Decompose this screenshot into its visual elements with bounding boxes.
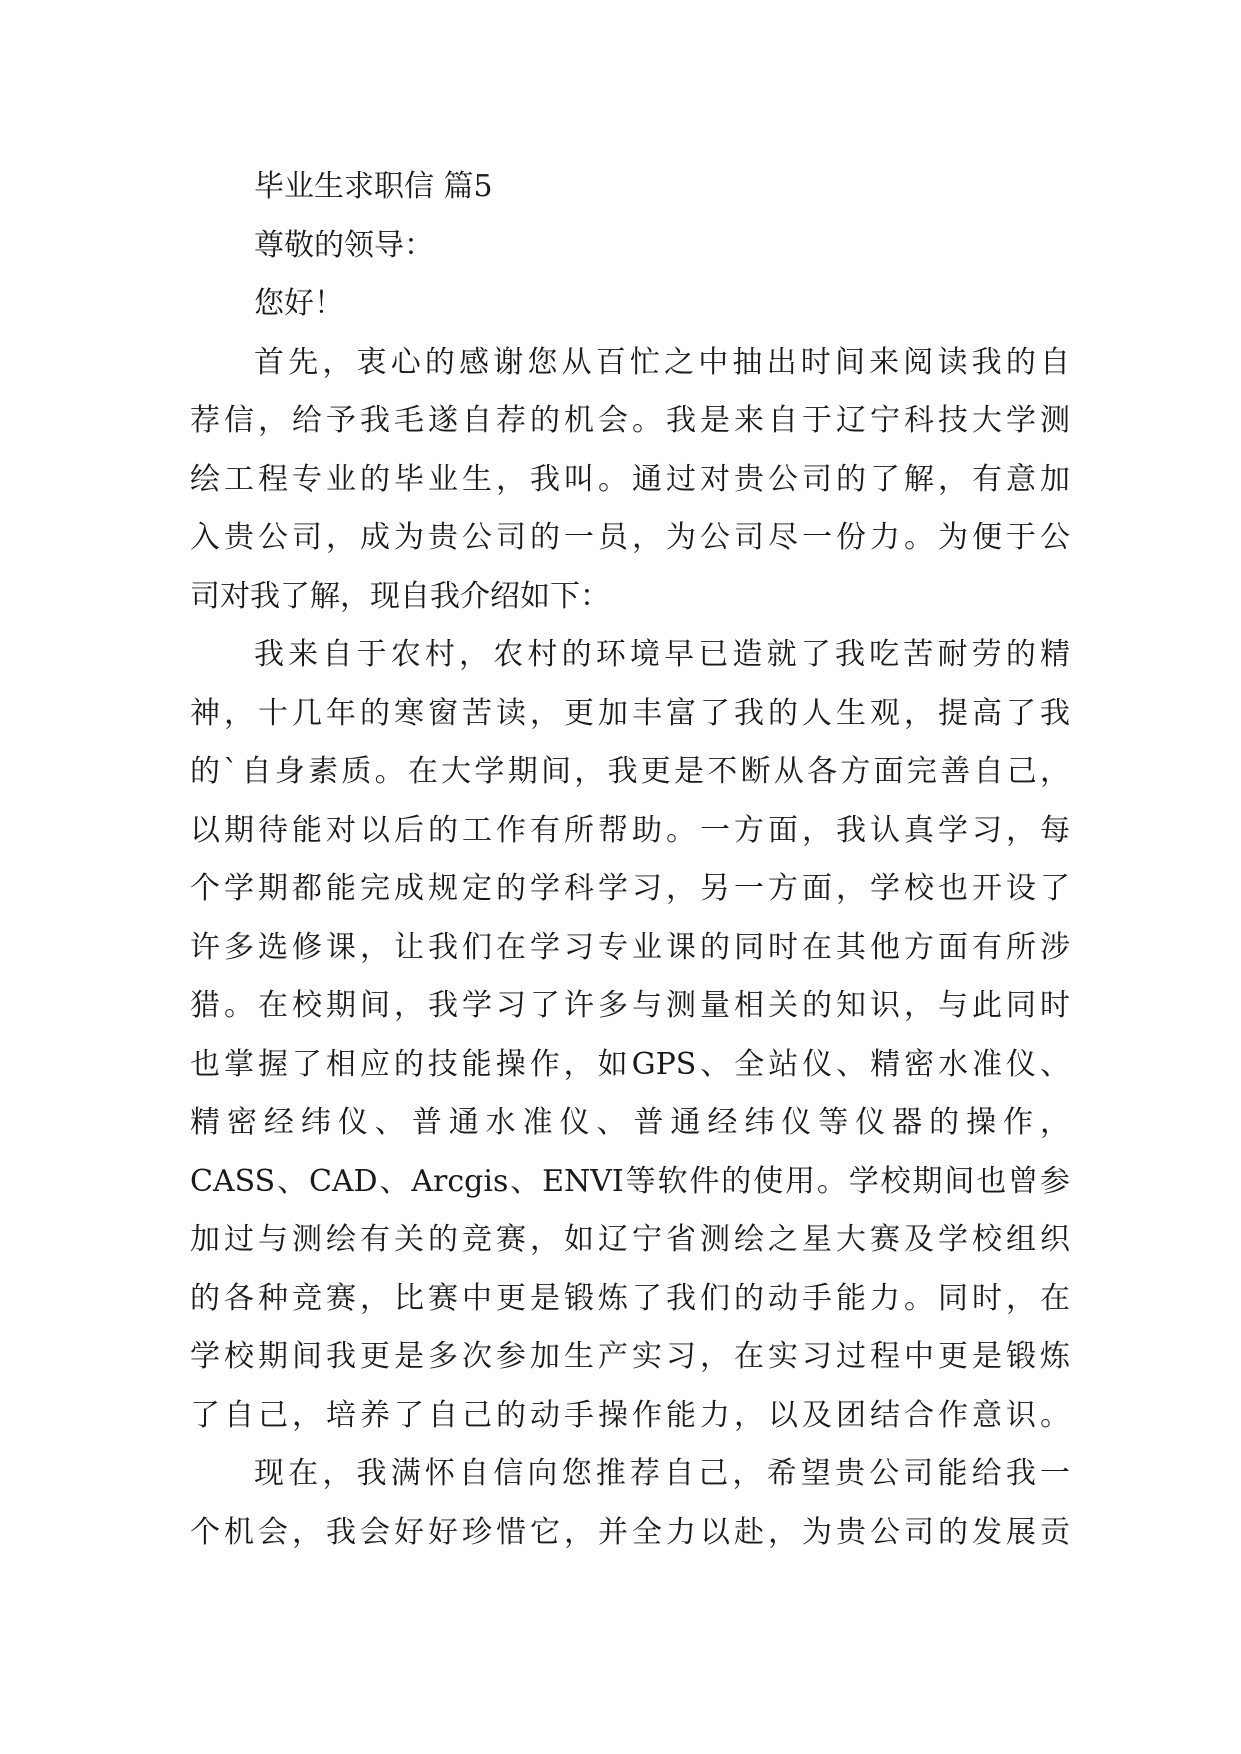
paragraph-line: 许多选修课，让我们在学习专业课的同时在其他方面有所涉 bbox=[190, 929, 1070, 965]
paragraph-background bbox=[190, 626, 1070, 1445]
paragraph-line: 首先，衷心的感谢您从百忙之中抽出时间来阅读我的自 bbox=[254, 344, 1070, 380]
paragraph-line: 个机会，我会好好珍惜它，并全力以赴，为贵公司的发展贡 bbox=[190, 1514, 1070, 1550]
greeting: 您好！ bbox=[254, 286, 344, 321]
paragraph-line: 的各种竞赛，比赛中更是锻炼了我们的动手能力。同时，在 bbox=[190, 1280, 1070, 1316]
paragraph-line: 荐信，给予我毛遂自荐的机会。我是来自于辽宁科技大学测 bbox=[190, 403, 1070, 438]
letter-body bbox=[190, 158, 1070, 1562]
paragraph-line: 个学期都能完成规定的学科学习，另一方面，学校也开设了 bbox=[190, 871, 1070, 906]
paragraph-line: 以期待能对以后的工作有所帮助。一方面，我认真学习，每 bbox=[190, 812, 1070, 848]
salutation: 尊敬的领导： bbox=[254, 227, 434, 263]
paragraph-line: 入贵公司，成为贵公司的一员，为公司尽一份力。为便于公 bbox=[190, 520, 1070, 555]
paragraph-line: 精密经纬仪、普通水准仪、普通经纬仪等仪器的操作， bbox=[190, 1105, 1070, 1140]
paragraph-line: 学校期间我更是多次参加生产实习，在实习过程中更是锻炼 bbox=[190, 1339, 1070, 1374]
paragraph-line: 的`自身素质。在大学期间，我更是不断从各方面完善自己， bbox=[190, 754, 1070, 789]
paragraph-line: 加过与测绘有关的竞赛，如辽宁省测绘之星大赛及学校组织 bbox=[190, 1222, 1070, 1257]
paragraph-line: 司对我了解，现自我介绍如下： bbox=[190, 578, 610, 614]
paragraph-line: 绘工程专业的毕业生，我叫。通过对贵公司的了解，有意加 bbox=[190, 461, 1070, 497]
letter-heading: 毕业生求职信 篇5 bbox=[254, 169, 493, 204]
paragraph-line: 现在，我满怀自信向您推荐自己，希望贵公司能给我一 bbox=[254, 1456, 1070, 1491]
paragraph-line: 了自己，培养了自己的动手操作能力，以及团结合作意识。 bbox=[190, 1397, 1070, 1433]
paragraph-line: CASS、CAD、Arcgis、ENVI等软件的使用。学校期间也曾参 bbox=[190, 1163, 1070, 1199]
paragraph-line: 也掌握了相应的技能操作，如GPS、全站仪、精密水准仪、 bbox=[190, 1046, 1070, 1082]
paragraph-closing bbox=[190, 1445, 1070, 1562]
paragraph-line: 神，十几年的寒窗苦读，更加丰富了我的人生观，提高了我 bbox=[190, 695, 1070, 731]
paragraph-line: 猎。在校期间，我学习了许多与测量相关的知识，与此同时 bbox=[190, 988, 1070, 1023]
paragraph-line: 我来自于农村，农村的环境早已造就了我吃苦耐劳的精 bbox=[254, 637, 1070, 672]
paragraph-intro bbox=[190, 334, 1070, 627]
